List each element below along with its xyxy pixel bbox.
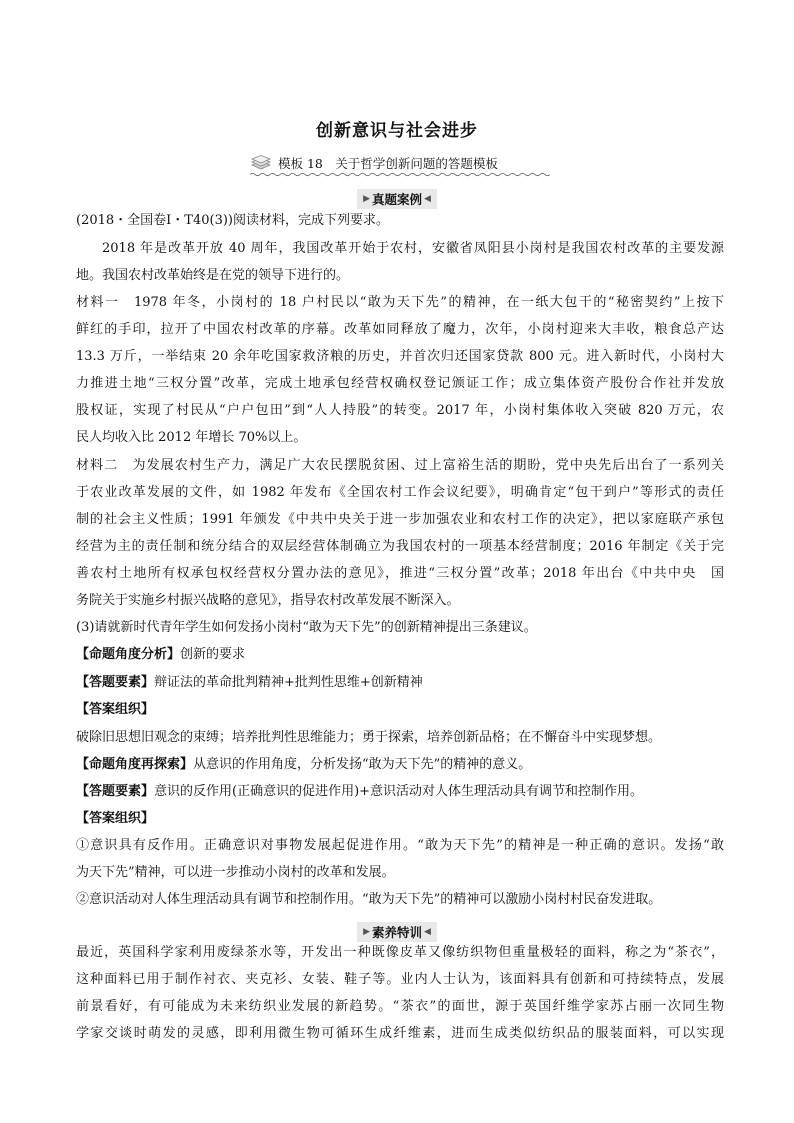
material-one-line: 力推进土地“三权分置”改革，完成土地承包经营权确权登记颁证工作；成立集体资产股份合作社并发放 <box>76 376 724 391</box>
answer-line: 为天下先”精神，可以进一步推动小岗村的改革和发展。 <box>76 865 395 880</box>
book-stack-icon <box>250 155 272 171</box>
material-one-line: 民人均收入比 2012 年增长 70%以上。 <box>76 430 307 445</box>
section-real-case <box>0 186 794 209</box>
material-two-line: 务院关于实施乡村振兴战略的意见》，指导农村改革发展不断深入。 <box>76 593 460 608</box>
training-line: 最近，英国科学家利用废绿茶水等，开发出一种既像皮革又像纺织物但重量极轻的面料，称之为“茶衣”， <box>76 945 724 960</box>
elements-tag: 【答题要素】 <box>76 675 155 690</box>
real-case-badge <box>357 189 437 209</box>
question-source: (2018・全国卷Ⅰ・T40(3))阅读材料，完成下列要求。 <box>76 213 389 228</box>
elements-text-2: 意识的反作用(正确意识的促进作用)+意识活动对人体生理活动具有调节和控制作用。 <box>154 784 644 799</box>
template-subtitle <box>250 152 498 174</box>
answer-text: 破除旧思想旧观念的束缚；培养批判性思维能力；勇于探索，培养创新品格；在不懈奋斗中实现梦想。 <box>76 730 662 745</box>
elements-tag-2: 【答题要素】 <box>76 784 155 799</box>
analysis-text: 创新的要求 <box>180 647 246 662</box>
material-two-line: 材料二 为发展农村生产力，满足广大农民摆脱贫困、过上富裕生活的期盼，党中央先后出台了一系列关 <box>76 458 724 473</box>
answer-tag-2: 【答案组织】 <box>76 811 155 826</box>
material-one-line: 13.3 万斤，一举结束 20 余年吃国家救济粮的历史，并首次归还国家贷款 800 元。进入新时代，小岗村大 <box>76 349 724 364</box>
answer-line: ②意识活动对人体生理活动具有调节和控制作用。“敢为天下先”的精神可以激励小岗村村民奋发进取。 <box>76 892 662 907</box>
material-one-line: 股权证，实现了村民从“户户包田”到“人人持股”的转变。2017 年，小岗村集体收入突破 820 万元，农 <box>76 403 724 418</box>
answer-tag: 【答案组织】 <box>76 702 155 717</box>
training-badge <box>357 922 437 942</box>
training-label: 素养特训 <box>371 925 422 940</box>
answer-tag-row-2 <box>76 811 724 827</box>
subtitle-text: 模板 18 关于哲学创新问题的答题模板 <box>278 156 498 171</box>
elements-row <box>76 675 724 691</box>
real-case-label: 真题案例 <box>371 192 422 207</box>
re-explore-text: 从意识的作用角度，分析发扬“敢为天下先”的精神的意义。 <box>193 757 532 772</box>
training-line: 学家交谈时萌发的灵感，即利用微生物可循环生成纤维素，进而生成类似纺织品的服装面料，可以实现 <box>76 1026 724 1041</box>
answer-line: ①意识具有反作用。正确意识对事物发展起促进作用。“敢为天下先”的精神是一种正确的意识。发扬“敢 <box>76 838 724 853</box>
re-explore-row <box>76 757 724 773</box>
material-two-line: 于农业改革发展的文件，如 1982 年发布《全国农村工作会议纪要》，明确肯定“包干到户”等形式的责任 <box>76 485 724 500</box>
material-one-line: 材料一 1978 年冬，小岗村的 18 户村民以“敢为天下先”的精神，在一纸大包干的“秘密契约”上按下 <box>76 295 724 310</box>
analysis-tag: 【命题角度分析】 <box>76 647 181 662</box>
material-two-line: 制的社会主义性质；1991 年颁发《中共中央关于进一步加强农业和农村工作的决定》，把以家庭联产承包 <box>76 512 724 527</box>
training-line: 前景看好，有可能成为未来纺织业发展的新趋势。“茶衣”的面世，源于英国纤维学家苏占丽一次同生物 <box>76 999 724 1014</box>
wavy-underline <box>250 172 550 177</box>
page-title: 创新意识与社会进步 <box>316 121 478 141</box>
triangle-left-icon: ◀ <box>424 927 431 937</box>
intro-line: 2018 年是改革开放 40 周年，我国改革开始于农村，安徽省凤阳县小岗村是我国农村改革的主要发源 <box>102 241 724 256</box>
analysis-row <box>76 647 724 663</box>
triangle-right-icon: ▶ <box>363 927 370 937</box>
material-one-line: 鲜红的手印，拉开了中国农村改革的序幕。改革如同释放了魔力，次年，小岗村迎来大丰收，粮食总产达 <box>76 322 724 337</box>
question-text: (3)请就新时代青年学生如何发扬小岗村“敢为天下先”的创新精神提出三条建议。 <box>76 620 537 635</box>
elements-row-2 <box>76 784 724 800</box>
re-explore-tag: 【命题角度再探索】 <box>76 757 194 772</box>
material-two-line: 经营为主的责任制和统分结合的双层经营体制确立为我国农村的一项基本经营制度；2016 年制定《关于完 <box>76 539 724 554</box>
triangle-left-icon: ◀ <box>424 194 431 204</box>
section-training <box>0 919 794 942</box>
triangle-right-icon: ▶ <box>363 194 370 204</box>
material-two-line: 善农村土地所有权承包权经营权分置办法的意见》，推进“三权分置”改革；2018 年出台《中共中央 国 <box>76 566 724 581</box>
training-line: 这种面料已用于制作衬衣、夹克衫、女装、鞋子等。业内人士认为，该面料具有创新和可持续特点，发展 <box>76 972 724 987</box>
answer-tag-row <box>76 702 724 718</box>
elements-text: 辩证法的革命批判精神+批判性思维+创新精神 <box>154 675 423 690</box>
intro-line: 地。我国农村改革始终是在党的领导下进行的。 <box>76 268 350 283</box>
